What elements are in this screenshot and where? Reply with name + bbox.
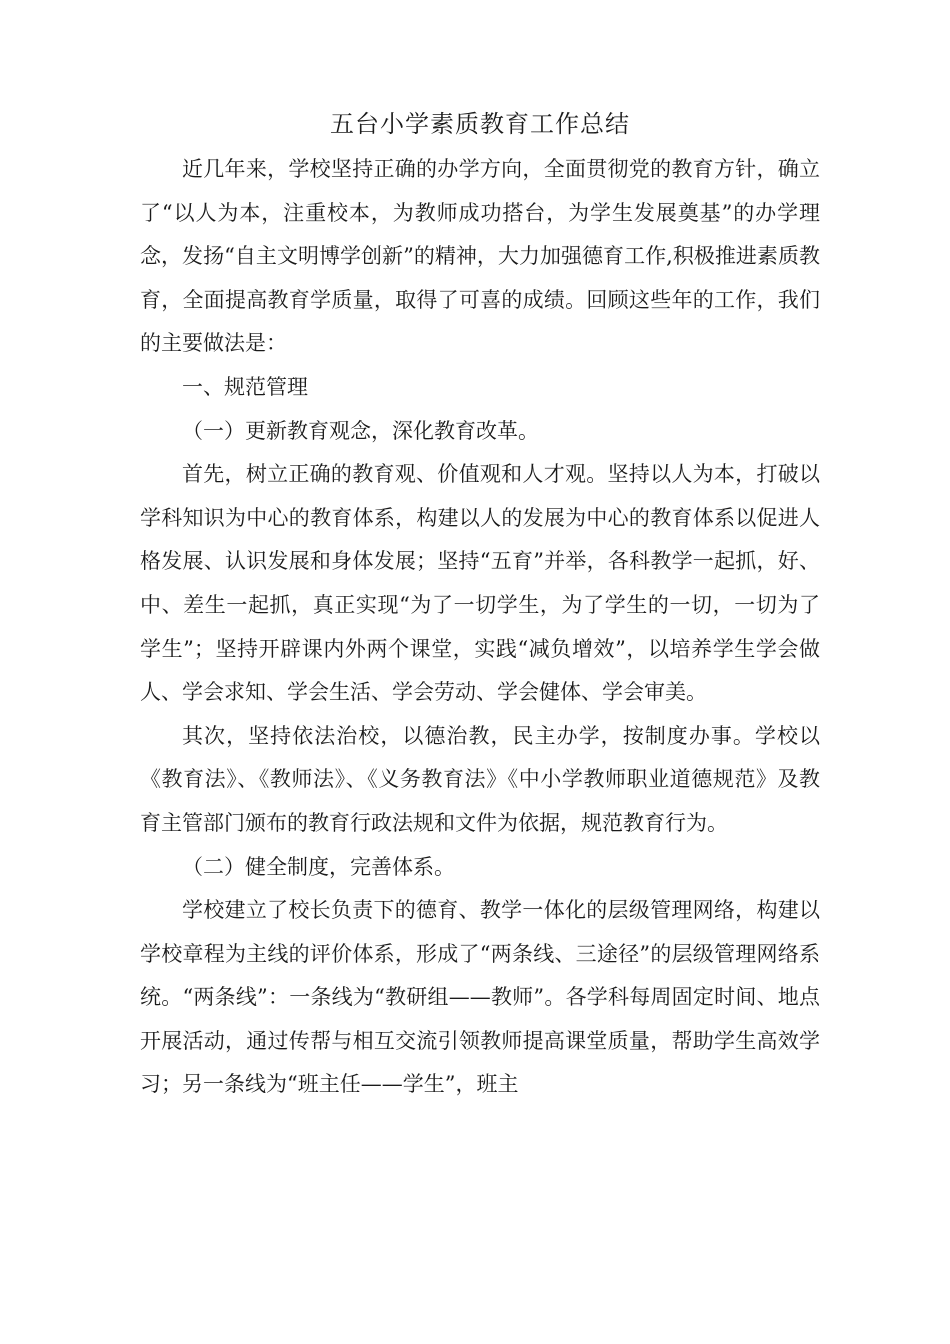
section-heading: 一、规范管理 <box>182 374 308 399</box>
document-title: 五台小学素质教育工作总结 <box>330 110 630 138</box>
subsection-heading-2: （二）健全制度，完善体系。 <box>182 854 455 879</box>
body-paragraph-3: 学校建立了校长负责下的德育、教学一体化的层级管理网络，构建以学校章程为主线的评价体系，形成了“两条线、三途径”的层级管理网络系统。“两条线”：一条线为“教研组——教师”。各学科每周固定时间、地点开展活动，通过传帮与相互交流引领教师提高课堂质量，帮助学生高效学习；另一条线为“班主任——学生”，班主 <box>140 898 820 1097</box>
body-paragraph-1: 首先，树立正确的教育观、价值观和人才观。坚持以人为本，打破以学科知识为中心的教育体系，构建以人的发展为中心的教育体系以促进人格发展、认识发展和身体发展；坚持“五育”并举，各科教学一起抓，好、中、差生一起抓，真正实现“为了一切学生，为了学生的一切，一切为了学生”；坚持开辟课内外两个课堂，实践“减负增效”，以培养学生学会做人、学会求知、学会生活、学会劳动、学会健体、学会审美。 <box>140 462 820 705</box>
document-page <box>140 106 820 1107</box>
intro-paragraph: 近几年来，学校坚持正确的办学方向，全面贯彻党的教育方针，确立了“以人为本，注重校本，为教师成功搭台，为学生发展奠基”的办学理念，发扬“自主文明博学创新”的精神，大力加强德育工作,积极推进素质教育，全面提高教育学质量，取得了可喜的成绩。回顾这些年的工作，我们的主要做法是： <box>140 157 820 356</box>
subsection-heading-1: （一）更新教育观念，深化教育改革。 <box>182 418 539 443</box>
body-paragraph-2: 其次，坚持依法治校，以德治教，民主办学，按制度办事。学校以《教育法》、《教师法》、《义务教育法》《中小学教师职业道德规范》及教育主管部门颁布的教育行政法规和文件为依据，规范教育行为。 <box>140 723 820 835</box>
